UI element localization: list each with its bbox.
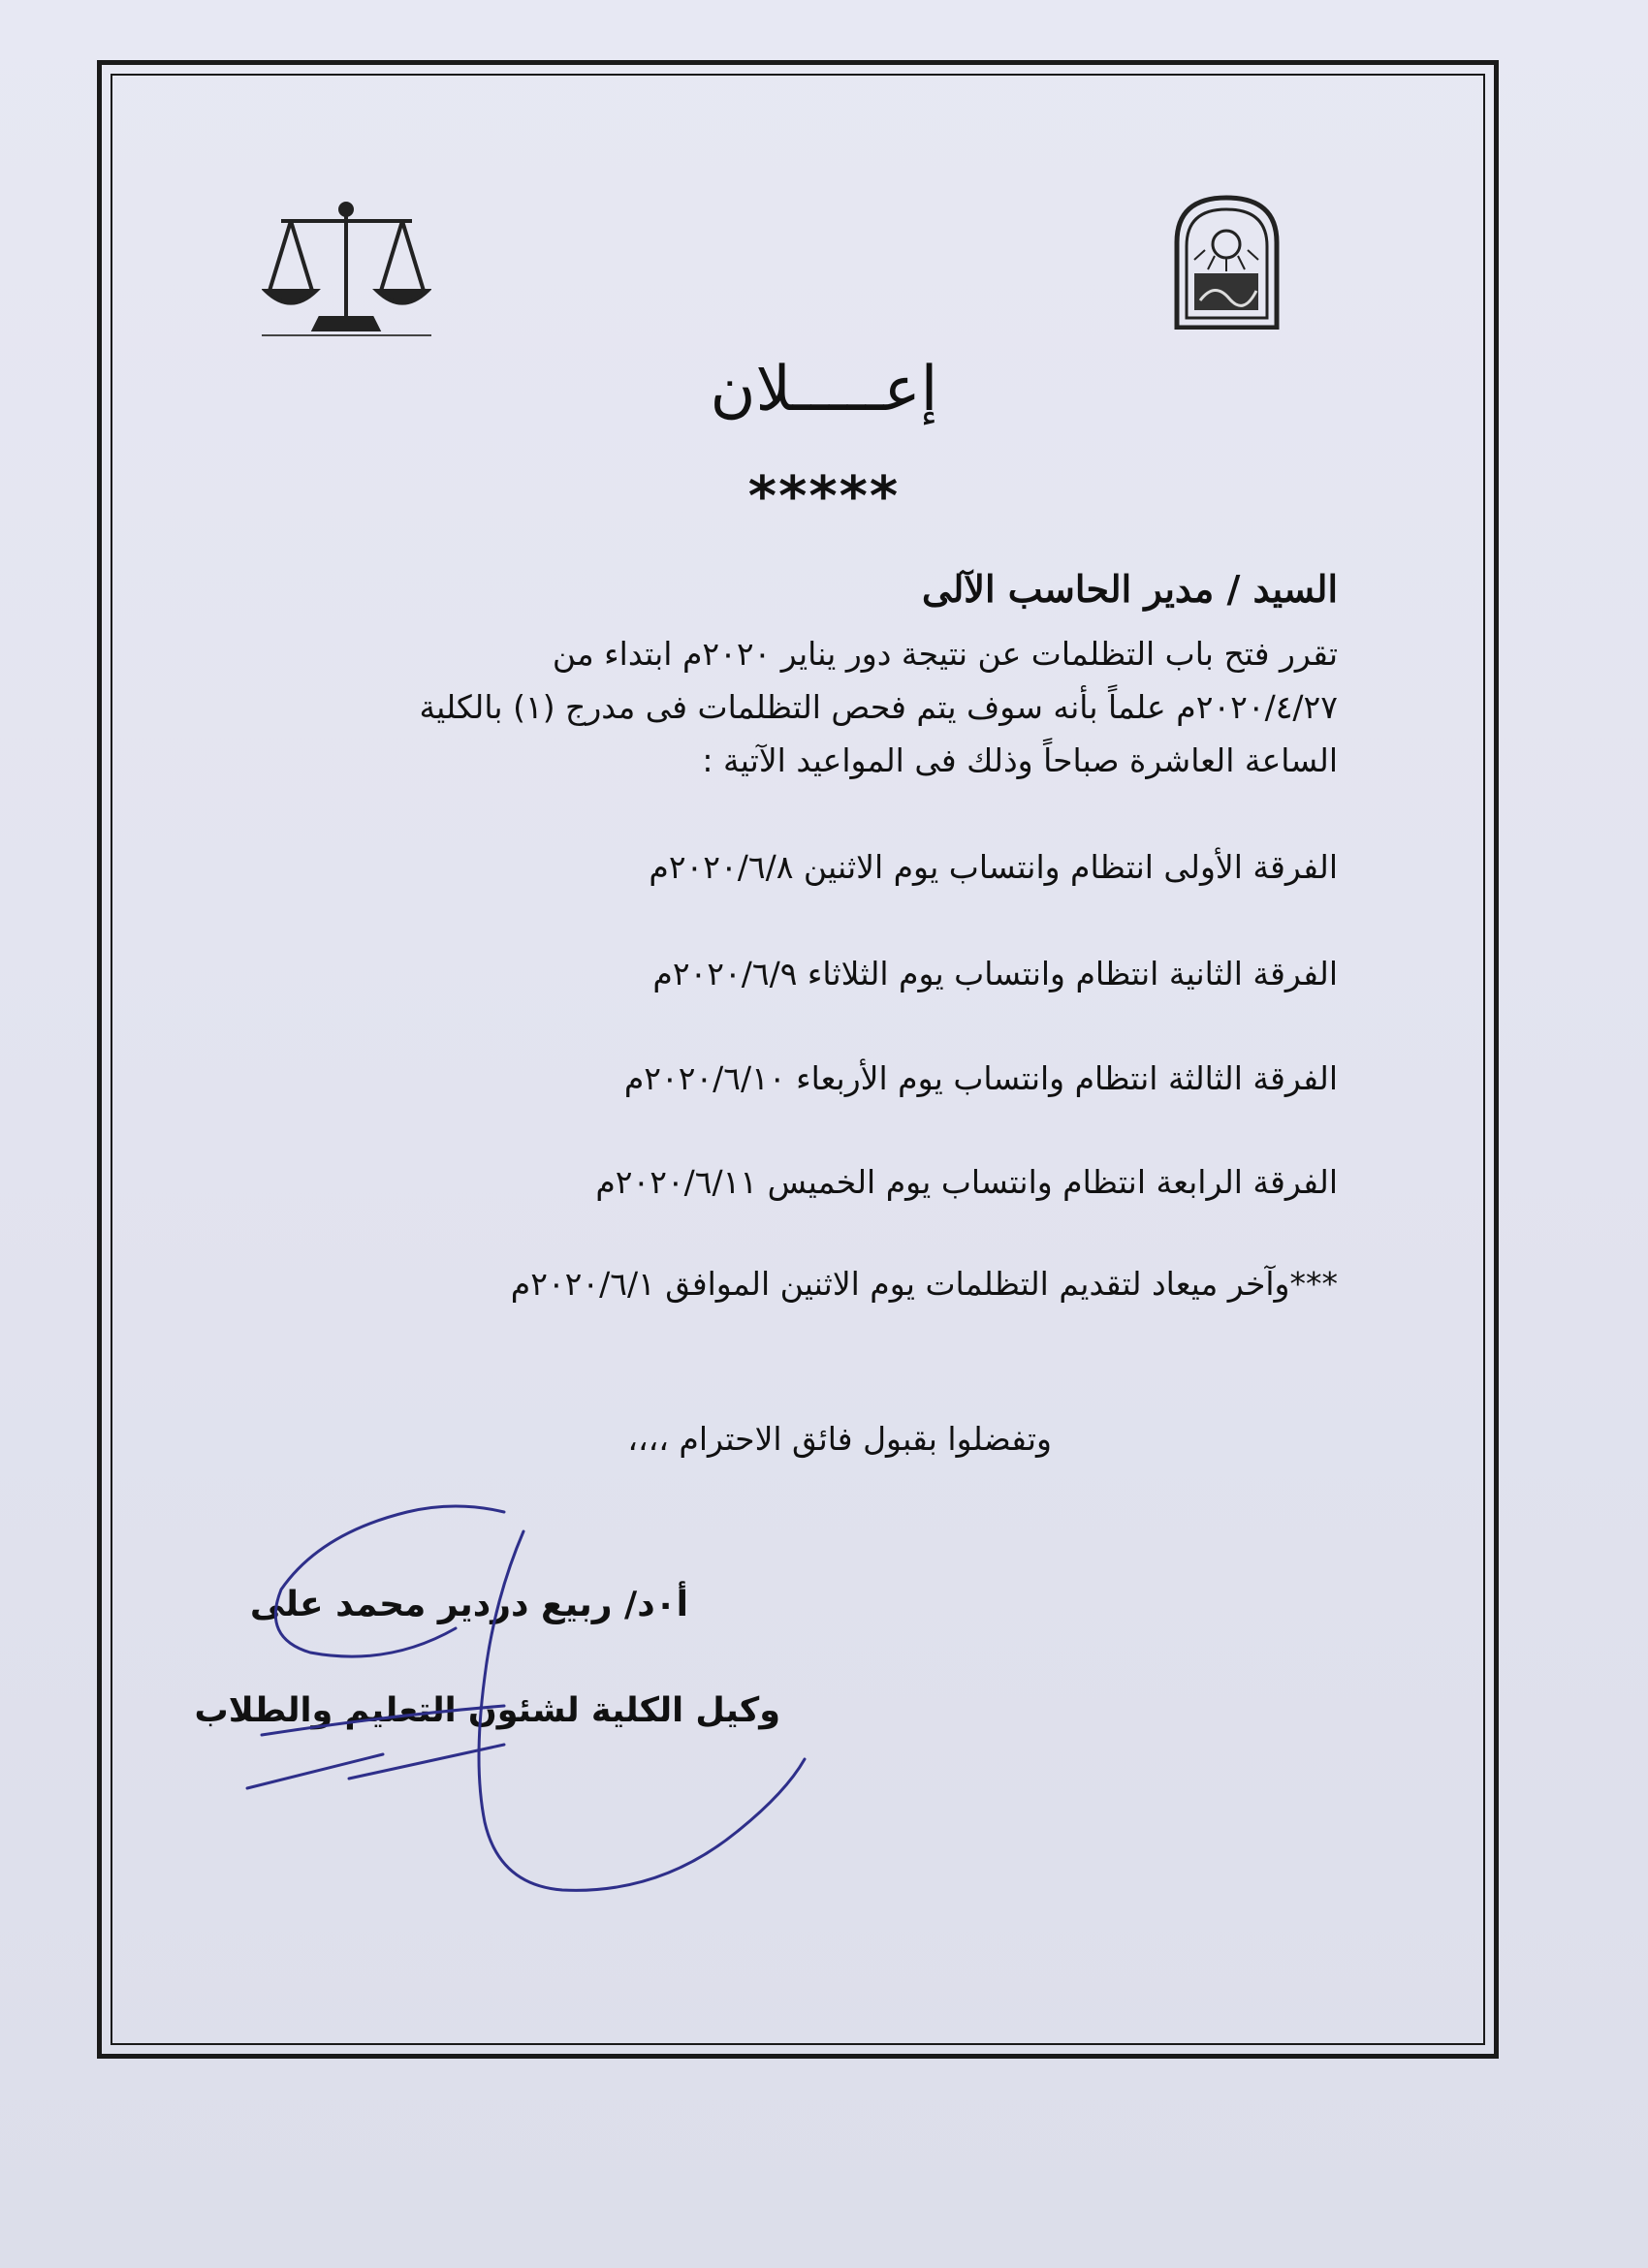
university-emblem-icon [1171,194,1283,330]
signatory-title: وكيل الكلية لشئون التعليم والطلاب [194,1691,780,1730]
schedule-item: الفرقة الثانية انتظام وانتساب يوم الثلاثاء ٢٠٢٠/٦/٩م [652,955,1338,992]
schedule-item: الفرقة الأولى انتظام وانتساب يوم الاثنين ٢٠٢٠/٦/٨م [649,848,1338,886]
schedule-item: الفرقة الرابعة انتظام وانتساب يوم الخميس ٢٠٢٠/٦/١١م [595,1163,1338,1201]
deadline-note: ***وآخر ميعاد لتقديم التظلمات يوم الاثنين الموافق ٢٠٢٠/٦/١م [510,1265,1338,1303]
paragraph-line: ٢٠٢٠/٤/٢٧م علماً بأنه سوف يتم فحص التظلمات فى مدرج (١) بالكلية [419,688,1338,726]
scales-of-justice-icon [262,194,431,339]
paragraph-line: الساعة العاشرة صباحاً وذلك فى المواعيد الآتية : [702,741,1338,779]
announcement-title: إعـــــلان [710,354,938,425]
addressee-line: السيد / مدير الحاسب الآلى [922,567,1338,611]
schedule-item: الفرقة الثالثة انتظام وانتساب يوم الأربعاء ٢٠٢٠/٦/١٠م [623,1059,1338,1097]
signatory-name: أ٠د/ ربيع دردير محمد على [249,1585,688,1624]
closing-line: وتفضلوا بقبول فائق الاحترام ،،،، [627,1420,1052,1458]
paragraph-line: تقرر فتح باب التظلمات عن نتيجة دور يناير ٢٠٢٠م ابتداء من [552,635,1338,673]
stars-divider: ***** [747,465,901,528]
